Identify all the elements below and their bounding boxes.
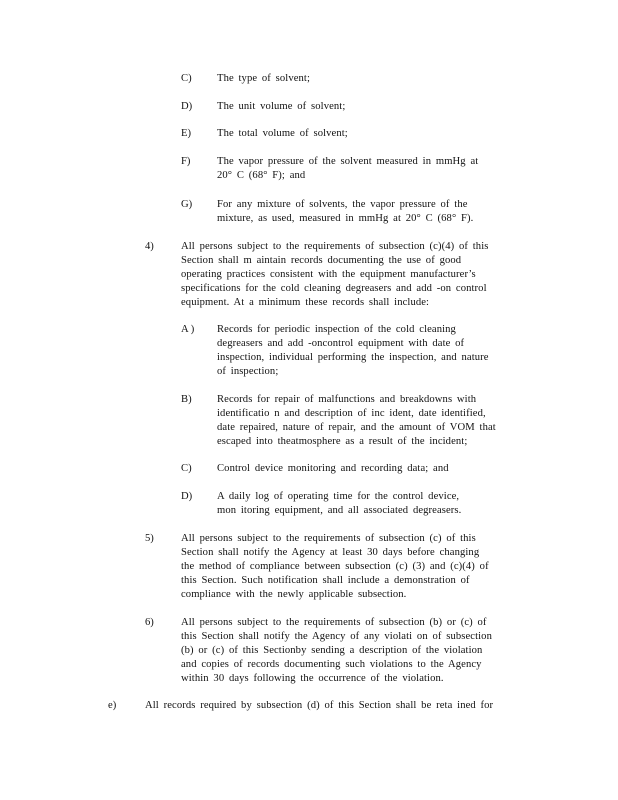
item-label-f: F)	[181, 156, 191, 167]
item-label-c: C)	[181, 73, 192, 84]
text-line: 20° C (68° F); and	[217, 170, 306, 181]
text-line: Section shall m aintain records documenting the use of good	[181, 255, 462, 266]
item-label-e2: e)	[108, 700, 117, 711]
text-line: The vapor pressure of the solvent measured in mmHg at	[217, 156, 479, 167]
text-line: mixture, as used, measured in mmHg at 20° C (68° F).	[217, 213, 474, 224]
item-text-4	[181, 240, 488, 310]
item-label-g: G)	[181, 199, 193, 210]
item-label-6: 6)	[145, 617, 154, 628]
text-line: Section shall notify the Agency at least 30 days before changing	[181, 547, 480, 558]
item-text-5	[181, 532, 489, 602]
text-line: mon itoring equipment, and all associated degreasers.	[217, 505, 462, 516]
text-line: Records for periodic inspection of the cold cleaning	[217, 324, 456, 335]
text-line: operating practices consistent with the equipment manufacturer’s	[181, 269, 476, 280]
text-line: of inspection;	[217, 366, 279, 377]
text-line: All persons subject to the requirements of subsection (b) or (c) of	[181, 617, 487, 628]
text-line: Control device monitoring and recording data; and	[217, 463, 449, 474]
item-label-e: E)	[181, 128, 191, 139]
text-line: The unit volume of solvent;	[217, 101, 346, 112]
text-line: The total volume of solvent;	[217, 128, 348, 139]
text-line: date repaired, nature of repair, and the amount of VOM that	[217, 422, 496, 433]
item-text-6	[181, 616, 492, 686]
item-text-b	[217, 393, 496, 449]
text-line: identificatio n and description of inc ident, date identified,	[217, 408, 486, 419]
text-line: All persons subject to the requirements of subsection (c)(4) of this	[181, 241, 489, 252]
text-line: escaped into theatmosphere as a result of the incident;	[217, 436, 468, 447]
text-line: the method of compliance between subsection (c) (3) and (c)(4) of	[181, 561, 489, 572]
text-line: and copies of records documenting such violations to the Agency	[181, 659, 482, 670]
text-line: For any mixture of solvents, the vapor pressure of the	[217, 199, 468, 210]
text-line: The type of solvent;	[217, 73, 311, 84]
text-line: compliance with the newly applicable subsection.	[181, 589, 407, 600]
text-line: All records required by subsection (d) of this Section shall be reta ined for	[145, 700, 494, 711]
item-label-a: A )	[181, 324, 195, 335]
item-text-g	[217, 198, 473, 226]
item-text-f	[217, 155, 478, 183]
text-line: degreasers and add -oncontrol equipment with date of	[217, 338, 465, 349]
item-label-5: 5)	[145, 533, 154, 544]
item-label-c2: C)	[181, 463, 192, 474]
item-text-d2	[217, 490, 461, 518]
text-line: within 30 days following the occurrence of the violation.	[181, 673, 444, 684]
text-line: (b) or (c) of this Sectionby sending a description of the violation	[181, 645, 483, 656]
item-text-e	[217, 127, 348, 141]
item-text-c	[217, 72, 310, 86]
text-line: equipment. At a minimum these records shall include:	[181, 297, 430, 308]
item-text-a	[217, 323, 489, 379]
text-line: specifications for the cold cleaning degreasers and add -on control	[181, 283, 487, 294]
item-text-c2	[217, 462, 449, 476]
item-label-b: B)	[181, 394, 192, 405]
item-label-d: D)	[181, 101, 193, 112]
text-line: Records for repair of malfunctions and breakdowns with	[217, 394, 477, 405]
text-line: this Section shall notify the Agency of any violati on of subsection	[181, 631, 492, 642]
text-line: A daily log of operating time for the control device,	[217, 491, 460, 502]
item-text-d	[217, 100, 345, 114]
item-label-4: 4)	[145, 241, 154, 252]
item-text-e2	[145, 699, 493, 713]
item-label-d2: D)	[181, 491, 193, 502]
text-line: inspection, individual performing the inspection, and nature	[217, 352, 489, 363]
text-line: All persons subject to the requirements of subsection (c) of this	[181, 533, 476, 544]
text-line: this Section. Such notification shall include a demonstration of	[181, 575, 470, 586]
